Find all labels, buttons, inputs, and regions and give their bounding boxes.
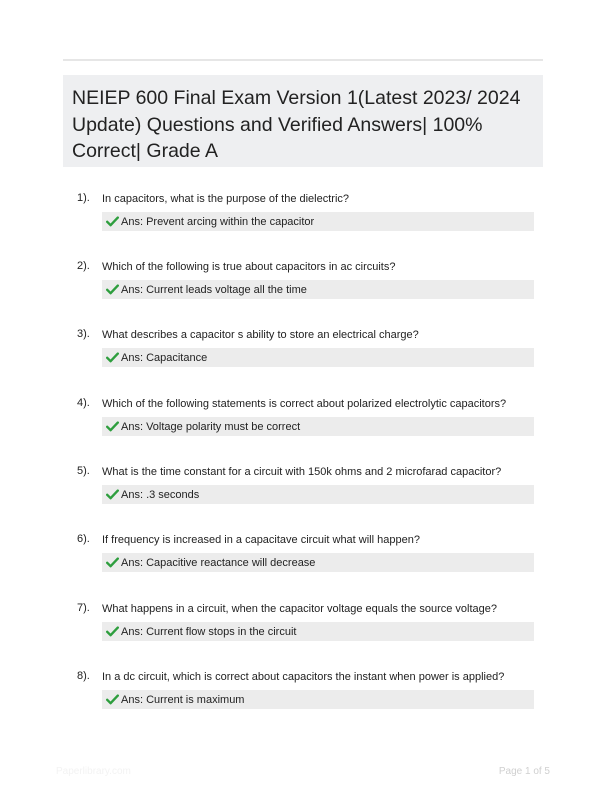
question-text: Which of the following statements is correct about polarized electrolytic capacitors? [102,398,507,410]
check-icon [106,489,119,500]
answer-box [102,348,534,367]
answer-text: Ans: Capacitance [121,351,208,364]
answer-text: Ans: Current leads voltage all the time [121,283,307,296]
answer-box [102,690,534,709]
question-text: Which of the following is true about capacitors in ac circuits? [102,261,396,273]
answer-text: Ans: Capacitive reactance will decrease [121,556,316,569]
answer-text: Ans: Current flow stops in the circuit [121,625,297,638]
answer-text: Ans: Voltage polarity must be correct [121,420,301,433]
answer-text: Ans: Current is maximum [121,693,245,706]
question-number: 4). [77,397,90,409]
question-number: 8). [77,670,90,682]
check-icon [106,352,119,363]
answer-box [102,553,534,572]
question-number: 7). [77,602,90,614]
question-text: In capacitors, what is the purpose of the dielectric? [102,193,350,205]
question-text: What describes a capacitor s ability to store an electrical charge? [102,329,419,341]
page-indicator: Page 1 of 5 [498,766,550,777]
check-icon [106,216,119,227]
question-text: If frequency is increased in a capacitave circuit what will happen? [102,534,420,546]
document-title: NEIEP 600 Final Exam Version 1(Latest 2023/ 2024 Update) Questions and Verified Answers| 100% Correct| Grade A [72,87,521,162]
check-icon [106,626,119,637]
check-icon [106,694,119,705]
question-number: 3). [77,328,90,340]
question-text: What is the time constant for a circuit with 150k ohms and 2 microfarad capacitor? [102,466,502,478]
question-text: What happens in a circuit, when the capacitor voltage equals the source voltage? [102,603,498,615]
answer-box [102,417,534,436]
answer-box [102,622,534,641]
answer-box [102,212,534,231]
answer-text: Ans: Prevent arcing within the capacitor [121,215,315,228]
question-number: 6). [77,533,90,545]
question-number: 1). [77,192,90,204]
check-icon [106,421,119,432]
answer-text: Ans: .3 seconds [121,488,200,501]
title-banner [63,75,543,167]
top-divider [63,59,543,61]
check-icon [106,557,119,568]
answer-box [102,280,534,299]
watermark-text: Paperlibrary.com [56,766,131,777]
check-icon [106,284,119,295]
question-number: 5). [77,465,90,477]
question-text: In a dc circuit, which is correct about capacitors the instant when power is applied? [102,671,505,683]
question-number: 2). [77,260,90,272]
answer-box [102,485,534,504]
